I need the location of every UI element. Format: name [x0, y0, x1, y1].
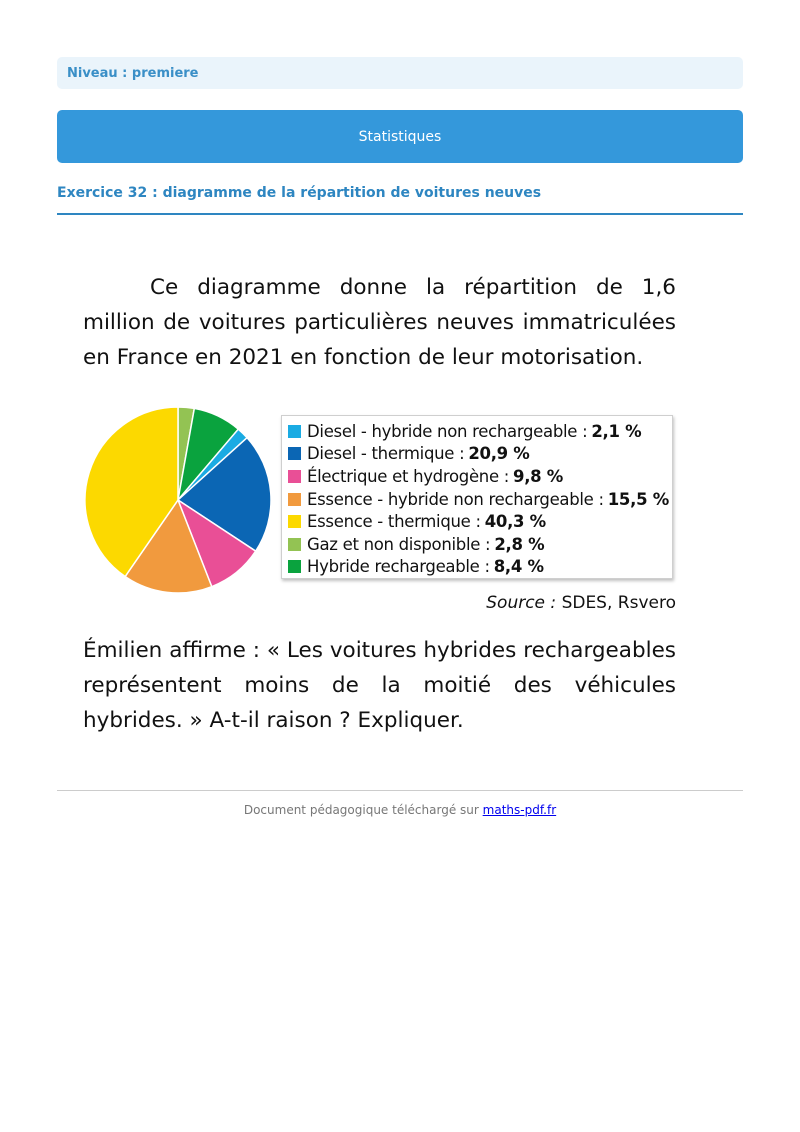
legend-label: Essence - thermique : — [307, 512, 481, 532]
legend-item — [288, 533, 672, 556]
legend-swatch — [288, 447, 301, 460]
legend-value: 2,8 % — [494, 534, 545, 554]
section-banner: Statistiques — [57, 110, 743, 163]
legend-label: Gaz et non disponible : — [307, 534, 491, 554]
legend-swatch — [288, 493, 301, 506]
legend-swatch — [288, 515, 301, 528]
legend-item — [288, 465, 672, 488]
legend-value: 8,4 % — [493, 557, 544, 577]
footer-link[interactable]: maths-pdf.fr — [482, 803, 557, 817]
legend-item — [288, 556, 672, 579]
legend-swatch — [288, 560, 301, 573]
legend-item — [288, 420, 672, 443]
level-label: Niveau : premiere — [57, 57, 743, 89]
legend-item — [288, 488, 672, 511]
exercise-title: Exercice 32 : diagramme de la répartition de voitures neuves — [57, 185, 743, 215]
chart-legend — [281, 415, 673, 579]
legend-item — [288, 443, 672, 466]
legend-value: 9,8 % — [513, 466, 564, 486]
legend-value: 15,5 % — [607, 489, 669, 509]
exercise-intro: Ce diagramme donne la répartition de 1,6 million de voitures particulières neuves immatriculées en France en 2021 en fonction de leur motorisation. — [83, 275, 676, 370]
legend-swatch — [288, 538, 301, 551]
footer — [57, 803, 743, 817]
legend-label: Essence - hybride non rechargeable : — [307, 489, 604, 509]
legend-label: Diesel - thermique : — [307, 444, 465, 464]
exercise-content — [83, 270, 676, 738]
pie-chart-figure — [83, 393, 676, 633]
legend-value: 2,1 % — [591, 421, 642, 441]
legend-swatch — [288, 425, 301, 438]
footer-divider — [57, 790, 743, 791]
legend-item — [288, 510, 672, 533]
legend-swatch — [288, 470, 301, 483]
legend-value: 20,9 % — [468, 444, 530, 464]
exercise-question: Émilien affirme : « Les voitures hybrides rechargeables représentent moins de la moitié des véhicules hybrides. » A-t-il raison ? Expliquer. — [83, 638, 676, 733]
legend-value: 40,3 % — [484, 512, 546, 532]
footer-text: Document pédagogique téléchargé sur — [243, 803, 479, 817]
chart-source: Source : SDES, Rsvero — [486, 593, 676, 613]
legend-label: Hybride rechargeable : — [307, 557, 490, 577]
pie-chart — [83, 405, 273, 595]
legend-label: Électrique et hydrogène : — [307, 466, 510, 486]
legend-label: Diesel - hybride non rechargeable : — [307, 421, 588, 441]
